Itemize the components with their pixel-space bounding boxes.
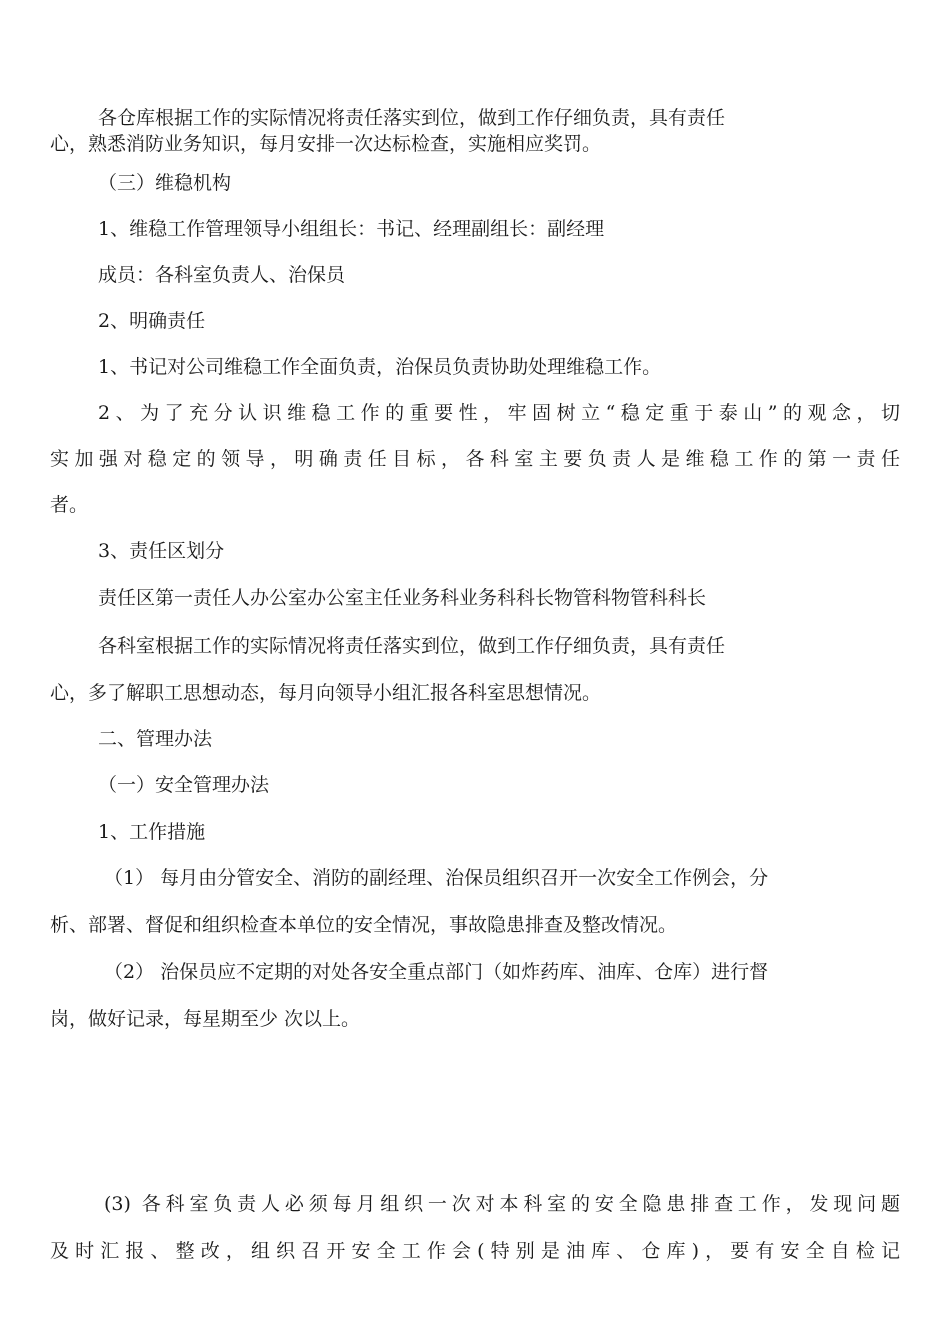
- paragraph-line: 各科室根据工作的实际情况将责任落实到位，做到工作仔细负责，具有责任: [98, 635, 726, 657]
- paragraph-line: 心，熟悉消防业务知识，每月安排一次达标检查，实施相应奖罚。: [50, 133, 602, 155]
- section-heading: （三）维稳机构: [98, 172, 232, 194]
- paragraph-line: 各仓库根据工作的实际情况将责任落实到位，做到工作仔细负责，具有责任: [98, 107, 726, 129]
- list-item: 1、书记对公司维稳工作全面负责，治保员负责协助处理维稳工作。: [98, 356, 662, 378]
- paragraph-line: 者。: [50, 494, 89, 516]
- section-heading: （一）安全管理办法: [98, 774, 270, 796]
- section-heading: 1、工作措施: [98, 821, 206, 843]
- paragraph-line: （1） 每月由分管安全、消防的副经理、治保员组织召开一次安全工作例会，分: [104, 867, 769, 889]
- paragraph-line: (3) 各科室负责人必须每月组织一次对本科室的安全隐患排查工作，发现问题: [104, 1193, 900, 1215]
- paragraph-line: 责任区第一责任人办公室办公室主任业务科业务科科长物管科物管科科长: [98, 587, 707, 609]
- paragraph-line: 2、为了充分认识维稳工作的重要性，牢固树立“稳定重于泰山”的观念，切: [98, 402, 900, 424]
- list-item: 1、维稳工作管理领导小组组长：书记、经理副组长：副经理: [98, 218, 605, 240]
- paragraph-line: 及时汇报、整改，组织召开安全工作会(特别是油库、仓库)，要有安全自检记: [50, 1240, 900, 1262]
- list-item: 成员：各科室负责人、治保员: [98, 264, 346, 286]
- list-item: 2、明确责任: [98, 310, 206, 332]
- paragraph-line: （2） 治保员应不定期的对处各安全重点部门（如炸药库、油库、仓库）进行督: [104, 961, 769, 983]
- paragraph-line: 心，多了解职工思想动态，每月向领导小组汇报各科室思想情况。: [50, 682, 602, 704]
- paragraph-line: 实加强对稳定的领导，明确责任目标，各科室主要负责人是维稳工作的第一责任: [50, 448, 900, 470]
- list-item: 3、责任区划分: [98, 540, 225, 562]
- paragraph-line: 岗，做好记录，每星期至少 次以上。: [50, 1008, 361, 1030]
- paragraph-line: 析、部署、督促和组织检查本单位的安全情况，事故隐患排查及整改情况。: [50, 914, 678, 936]
- section-heading: 二、管理办法: [98, 728, 213, 750]
